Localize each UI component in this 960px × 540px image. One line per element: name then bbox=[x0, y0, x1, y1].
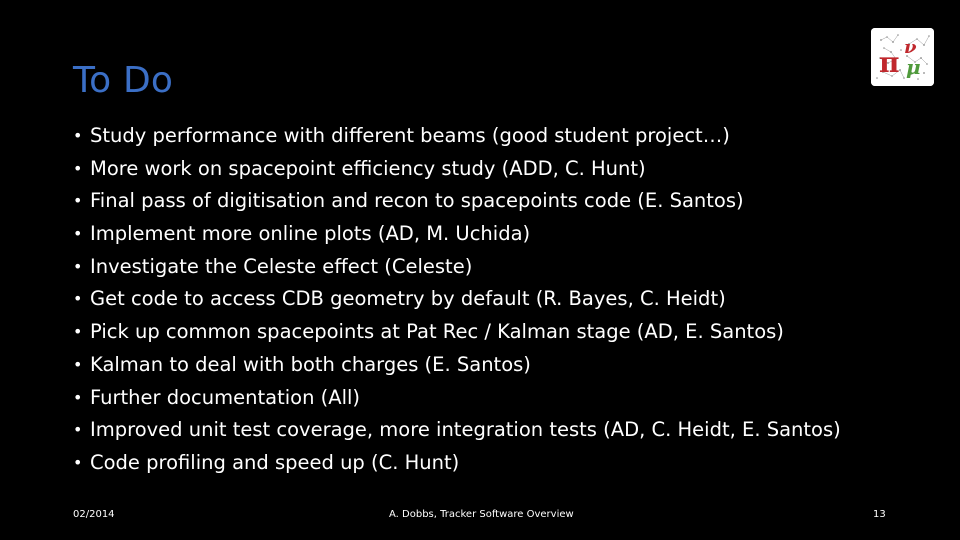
bullet-icon: • bbox=[73, 191, 83, 211]
todo-bullet-list bbox=[73, 120, 933, 480]
svg-text:ν: ν bbox=[904, 37, 917, 58]
footer-date: 02/2014 bbox=[73, 509, 115, 520]
list-item-text: Improved unit test coverage, more integration tests (AD, C. Heidt, E. Santos) bbox=[90, 418, 841, 442]
list-item bbox=[73, 349, 933, 382]
list-item-text: Investigate the Celeste effect (Celeste) bbox=[90, 254, 473, 278]
logo-graphic bbox=[871, 28, 934, 86]
slide-number: 13 bbox=[873, 509, 886, 520]
list-item bbox=[73, 153, 933, 186]
list-item bbox=[73, 283, 933, 316]
bullet-icon: • bbox=[73, 224, 83, 244]
bullet-icon: • bbox=[73, 256, 83, 276]
list-item bbox=[73, 218, 933, 251]
list-item-text: Get code to access CDB geometry by default (R. Bayes, C. Heidt) bbox=[90, 287, 726, 311]
bullet-icon: • bbox=[73, 158, 83, 178]
footer-presentation-info: A. Dobbs, Tracker Software Overview bbox=[389, 509, 574, 520]
slide-title: To Do bbox=[73, 60, 174, 101]
list-item bbox=[73, 382, 933, 415]
mice-logo-icon bbox=[871, 28, 934, 86]
list-item-text: More work on spacepoint efficiency study (ADD, C. Hunt) bbox=[90, 156, 646, 180]
list-item-text: Code profiling and speed up (C. Hunt) bbox=[90, 450, 460, 474]
list-item bbox=[73, 447, 933, 480]
bullet-icon: • bbox=[73, 354, 83, 374]
list-item-text: Pick up common spacepoints at Pat Rec / Kalman stage (AD, E. Santos) bbox=[90, 320, 784, 344]
list-item-text: Further documentation (All) bbox=[90, 385, 361, 409]
bullet-icon: • bbox=[73, 322, 83, 342]
bullet-icon: • bbox=[73, 452, 83, 472]
list-item-text: Study performance with different beams (good student project…) bbox=[90, 124, 730, 147]
list-item bbox=[73, 120, 933, 153]
svg-text:π: π bbox=[879, 46, 900, 79]
list-item bbox=[73, 414, 933, 447]
bullet-icon: • bbox=[73, 289, 83, 309]
list-item bbox=[73, 316, 933, 349]
bullet-icon: • bbox=[73, 387, 83, 407]
list-item-text: Kalman to deal with both charges (E. Santos) bbox=[90, 352, 531, 376]
list-item bbox=[73, 185, 933, 218]
bullet-icon: • bbox=[73, 126, 83, 145]
list-item-text: Implement more online plots (AD, M. Uchida) bbox=[90, 222, 531, 246]
list-item bbox=[73, 251, 933, 284]
bullet-icon: • bbox=[73, 420, 83, 440]
list-item-text: Final pass of digitisation and recon to spacepoints code (E. Santos) bbox=[90, 189, 744, 213]
svg-text:μ: μ bbox=[906, 55, 921, 79]
